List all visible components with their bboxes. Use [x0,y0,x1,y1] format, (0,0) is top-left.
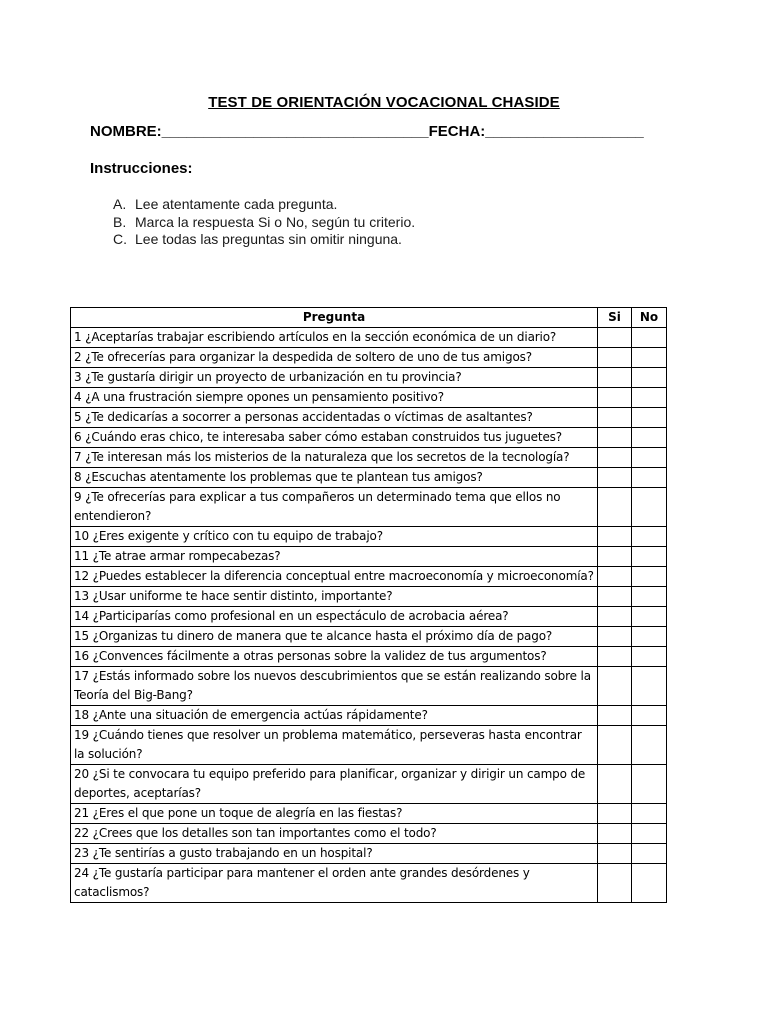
answer-no-cell[interactable] [632,726,667,765]
table-row [71,408,667,428]
header-question: Pregunta [71,308,598,328]
table-row [71,567,667,587]
name-date-line: NOMBRE:________________________________FECHA:___________________ [90,123,644,140]
question-cell: 16 ¿Convences fácilmente a otras personas sobre la validez de tus argumentos? [71,647,598,667]
answer-no-cell[interactable] [632,765,667,804]
table-row [71,667,667,706]
answer-no-cell[interactable] [632,368,667,388]
answer-no-cell[interactable] [632,627,667,647]
answer-yes-cell[interactable] [598,726,632,765]
question-cell: 24 ¿Te gustaría participar para mantener el orden ante grandes desórdenes y cataclismos? [71,864,598,903]
answer-no-cell[interactable] [632,348,667,368]
answer-yes-cell[interactable] [598,706,632,726]
answer-no-cell[interactable] [632,448,667,468]
instruction-letter: A. [113,196,127,212]
answer-no-cell[interactable] [632,468,667,488]
questions-table [70,307,667,903]
question-cell: 19 ¿Cuándo tienes que resolver un problema matemático, perseveras hasta encontrar la solución? [71,726,598,765]
answer-no-cell[interactable] [632,388,667,408]
table-row [71,488,667,527]
table-row [71,587,667,607]
table-row [71,547,667,567]
answer-yes-cell[interactable] [598,368,632,388]
answer-yes-cell[interactable] [598,468,632,488]
question-cell: 5 ¿Te dedicarías a socorrer a personas accidentadas o víctimas de asaltantes? [71,408,598,428]
question-cell: 4 ¿A una frustración siempre opones un pensamiento positivo? [71,388,598,408]
table-row [71,527,667,547]
question-cell: 8 ¿Escuchas atentamente los problemas que te plantean tus amigos? [71,468,598,488]
answer-no-cell[interactable] [632,527,667,547]
answer-yes-cell[interactable] [598,328,632,348]
table-row [71,368,667,388]
answer-yes-cell[interactable] [598,388,632,408]
table-row [71,607,667,627]
answer-no-cell[interactable] [632,844,667,864]
instruction-item [113,214,415,232]
instruction-text: Lee atentamente cada pregunta. [135,196,338,212]
question-cell: 3 ¿Te gustaría dirigir un proyecto de urbanización en tu provincia? [71,368,598,388]
table-header-row [71,308,667,328]
answer-no-cell[interactable] [632,567,667,587]
answer-yes-cell[interactable] [598,547,632,567]
answer-no-cell[interactable] [632,706,667,726]
question-cell: 22 ¿Crees que los detalles son tan importantes como el todo? [71,824,598,844]
question-cell: 20 ¿Si te convocara tu equipo preferido para planificar, organizar y dirigir un campo de deportes, aceptarías? [71,765,598,804]
table-row [71,328,667,348]
instruction-letter: C. [113,231,127,247]
answer-yes-cell[interactable] [598,844,632,864]
instruction-item [113,231,415,249]
answer-no-cell[interactable] [632,408,667,428]
instruction-text: Marca la respuesta Si o No, según tu criterio. [135,213,416,230]
answer-yes-cell[interactable] [598,824,632,844]
table-row [71,804,667,824]
answer-yes-cell[interactable] [598,448,632,468]
question-cell: 10 ¿Eres exigente y crítico con tu equipo de trabajo? [71,527,598,547]
question-cell: 1 ¿Aceptarías trabajar escribiendo artículos en la sección económica de un diario? [71,328,598,348]
table-row [71,388,667,408]
header-no: No [632,308,667,328]
question-cell: 15 ¿Organizas tu dinero de manera que te alcance hasta el próximo día de pago? [71,627,598,647]
table-row [71,864,667,903]
answer-yes-cell[interactable] [598,587,632,607]
answer-yes-cell[interactable] [598,804,632,824]
answer-no-cell[interactable] [632,647,667,667]
answer-yes-cell[interactable] [598,667,632,706]
question-cell: 9 ¿Te ofrecerías para explicar a tus compañeros un determinado tema que ellos no entendieron? [71,488,598,527]
table-row [71,428,667,448]
answer-yes-cell[interactable] [598,627,632,647]
answer-no-cell[interactable] [632,607,667,627]
instruction-item [113,196,415,214]
question-cell: 6 ¿Cuándo eras chico, te interesaba saber cómo estaban construidos tus juguetes? [71,428,598,448]
answer-no-cell[interactable] [632,587,667,607]
table-row [71,448,667,468]
question-cell: 14 ¿Participarías como profesional en un espectáculo de acrobacia aérea? [71,607,598,627]
question-cell: 21 ¿Eres el que pone un toque de alegría en las fiestas? [71,804,598,824]
answer-yes-cell[interactable] [598,428,632,448]
table-row [71,627,667,647]
question-cell: 2 ¿Te ofrecerías para organizar la despedida de soltero de uno de tus amigos? [71,348,598,368]
instructions-heading: Instrucciones: [90,160,193,177]
table-row [71,468,667,488]
table-row [71,824,667,844]
answer-no-cell[interactable] [632,824,667,844]
answer-yes-cell[interactable] [598,527,632,547]
answer-yes-cell[interactable] [598,647,632,667]
answer-yes-cell[interactable] [598,607,632,627]
question-cell: 7 ¿Te interesan más los misterios de la naturaleza que los secretos de la tecnología? [71,448,598,468]
question-cell: 17 ¿Estás informado sobre los nuevos descubrimientos que se están realizando sobre la Teoría del Big-Bang? [71,667,598,706]
answer-no-cell[interactable] [632,547,667,567]
answer-no-cell[interactable] [632,864,667,903]
table-row [71,765,667,804]
questions-body [71,328,667,903]
table-row [71,844,667,864]
table-row [71,647,667,667]
instruction-text: Lee todas las preguntas sin omitir ninguna. [135,231,402,247]
answer-no-cell[interactable] [632,328,667,348]
question-cell: 12 ¿Puedes establecer la diferencia conceptual entre macroeconomía y microeconomía? [71,567,598,587]
answer-yes-cell[interactable] [598,864,632,903]
answer-yes-cell[interactable] [598,348,632,368]
question-cell: 23 ¿Te sentirías a gusto trabajando en un hospital? [71,844,598,864]
answer-no-cell[interactable] [632,667,667,706]
answer-yes-cell[interactable] [598,765,632,804]
question-cell: 11 ¿Te atrae armar rompecabezas? [71,547,598,567]
answer-yes-cell[interactable] [598,488,632,527]
table-row [71,348,667,368]
instructions-list [113,196,415,249]
table-row [71,726,667,765]
answer-yes-cell[interactable] [598,408,632,428]
answer-no-cell[interactable] [632,804,667,824]
question-cell: 13 ¿Usar uniforme te hace sentir distinto, importante? [71,587,598,607]
question-cell: 18 ¿Ante una situación de emergencia actúas rápidamente? [71,706,598,726]
table-row [71,706,667,726]
instruction-letter: B. [113,213,127,230]
document-title: TEST DE ORIENTACIÓN VOCACIONAL CHASIDE [208,94,560,111]
header-yes: Si [598,308,632,328]
answer-no-cell[interactable] [632,428,667,448]
answer-no-cell[interactable] [632,488,667,527]
answer-yes-cell[interactable] [598,567,632,587]
